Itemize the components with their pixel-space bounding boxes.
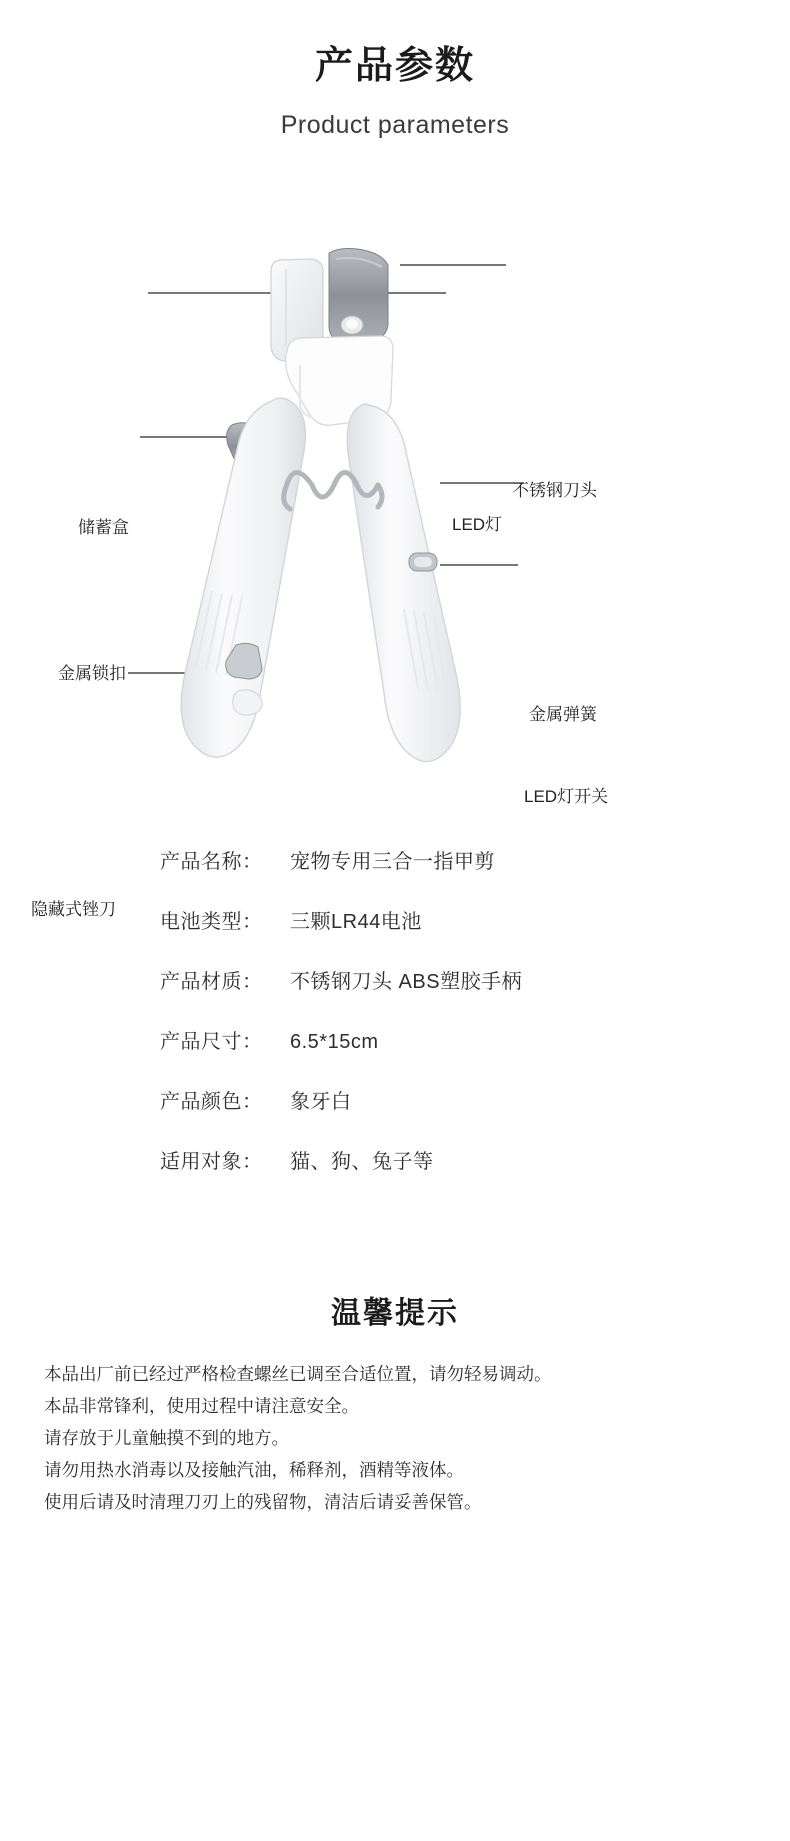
callout-steel-blade: 不锈钢刀头 <box>512 481 597 500</box>
spec-value: 6.5*15cm <box>290 1031 379 1053</box>
callout-storage-box: 储蓄盒 <box>78 518 129 537</box>
spec-label: 产品尺寸： <box>160 1031 263 1053</box>
left-handle <box>181 398 305 757</box>
page-title-cn: 产品参数 <box>314 45 475 87</box>
spec-row <box>0 905 790 934</box>
spec-value: 不锈钢刀头 ABS塑胶手柄 <box>290 971 523 993</box>
spec-value: 宠物专用三合一指甲剪 <box>290 851 495 873</box>
tips-title: 温馨提示 <box>331 1297 459 1330</box>
tips-section <box>0 1288 790 1518</box>
spec-label: 产品材质： <box>160 971 263 993</box>
tip-line: 本品非常锋利，使用过程中请注意安全。 <box>44 1396 359 1416</box>
page-header <box>0 0 790 140</box>
spec-label: 适用对象： <box>160 1151 263 1173</box>
tip-line: 请存放于儿童触摸不到的地方。 <box>44 1428 289 1448</box>
callout-metal-lock: 金属锁扣 <box>58 664 126 683</box>
spec-value: 猫、狗、兔子等 <box>290 1151 434 1173</box>
spec-label: 产品颜色： <box>160 1091 263 1113</box>
callout-led-light: LED灯 <box>452 515 503 534</box>
spec-label: 电池类型： <box>160 911 263 933</box>
spec-row <box>0 845 790 874</box>
spec-row <box>0 1085 790 1114</box>
spec-row <box>0 1025 790 1054</box>
spec-list <box>0 845 790 1205</box>
tip-line: 使用后请及时清理刀刃上的残留物，清洁后请妥善保管。 <box>44 1492 482 1512</box>
tip-line: 请勿用热水消毒以及接触汽油，稀释剂，酒精等液体。 <box>44 1460 464 1480</box>
leader-lines <box>128 265 524 673</box>
callout-metal-spring: 金属弹簧 <box>529 705 597 724</box>
spec-row <box>0 1145 790 1174</box>
tip-line: 本品出厂前已经过严格检查螺丝已调至合适位置，请勿轻易调动。 <box>44 1364 552 1384</box>
callout-hidden-file: 隐藏式锉刀 <box>31 900 116 919</box>
spec-value: 三颗LR44电池 <box>290 911 422 933</box>
spec-row <box>0 965 790 994</box>
page-title-en: Product parameters <box>280 111 510 139</box>
steel-blade-part <box>329 249 388 344</box>
led-switch-part <box>409 553 437 571</box>
spec-label: 产品名称： <box>160 851 263 873</box>
callout-led-switch: LED灯开关 <box>524 787 609 806</box>
tips-list <box>0 1358 790 1518</box>
spec-value: 象牙白 <box>290 1091 352 1113</box>
right-handle <box>347 404 460 762</box>
